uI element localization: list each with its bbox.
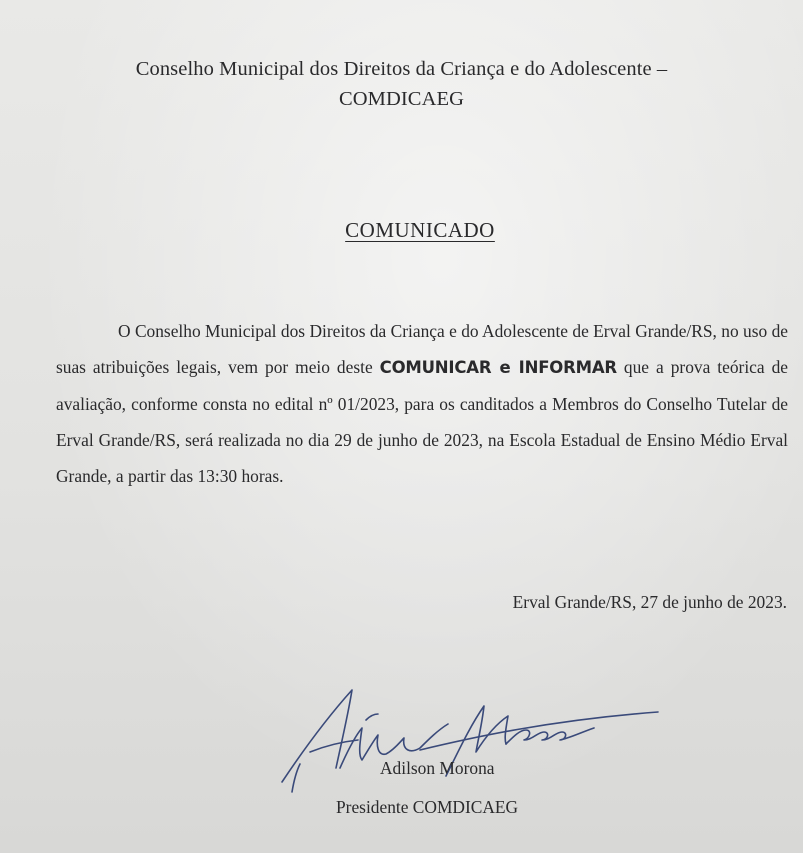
document-title-text: COMUNICADO (345, 218, 495, 242)
signer-role: Presidente COMDICAEG (336, 797, 519, 817)
place-and-date: Erval Grande/RS, 27 de junho de 2023. (512, 592, 787, 612)
handwritten-signature (270, 680, 670, 800)
header-line-2: COMDICAEG (338, 88, 465, 110)
body-text-bold: COMUNICAR e INFORMAR (379, 358, 617, 377)
body-text-part-1: O Conselho Municipal dos Direitos da Criança e do Adolescente de Erval Grande/RS, no uso de suas atribuições legais, vem por meio deste (56, 321, 788, 377)
document-header (0, 54, 803, 114)
header-line-1: Conselho Municipal dos Direitos da Criança e do Adolescente – (135, 58, 668, 80)
body-paragraph (56, 313, 788, 494)
signer-name: Adilson Morona (380, 758, 495, 778)
document-title (0, 218, 803, 243)
body-text-part-2: que a prova teórica de avaliação, conforme consta no edital nº 01/2023, para os canditados a Membros do Conselho Tutelar de Erval Grande/RS, será realizada no dia 29 de junho de 2023, na Escola Estadual de Ensino Médio Erval Grande, a partir das 13:30 horas. (56, 357, 788, 486)
